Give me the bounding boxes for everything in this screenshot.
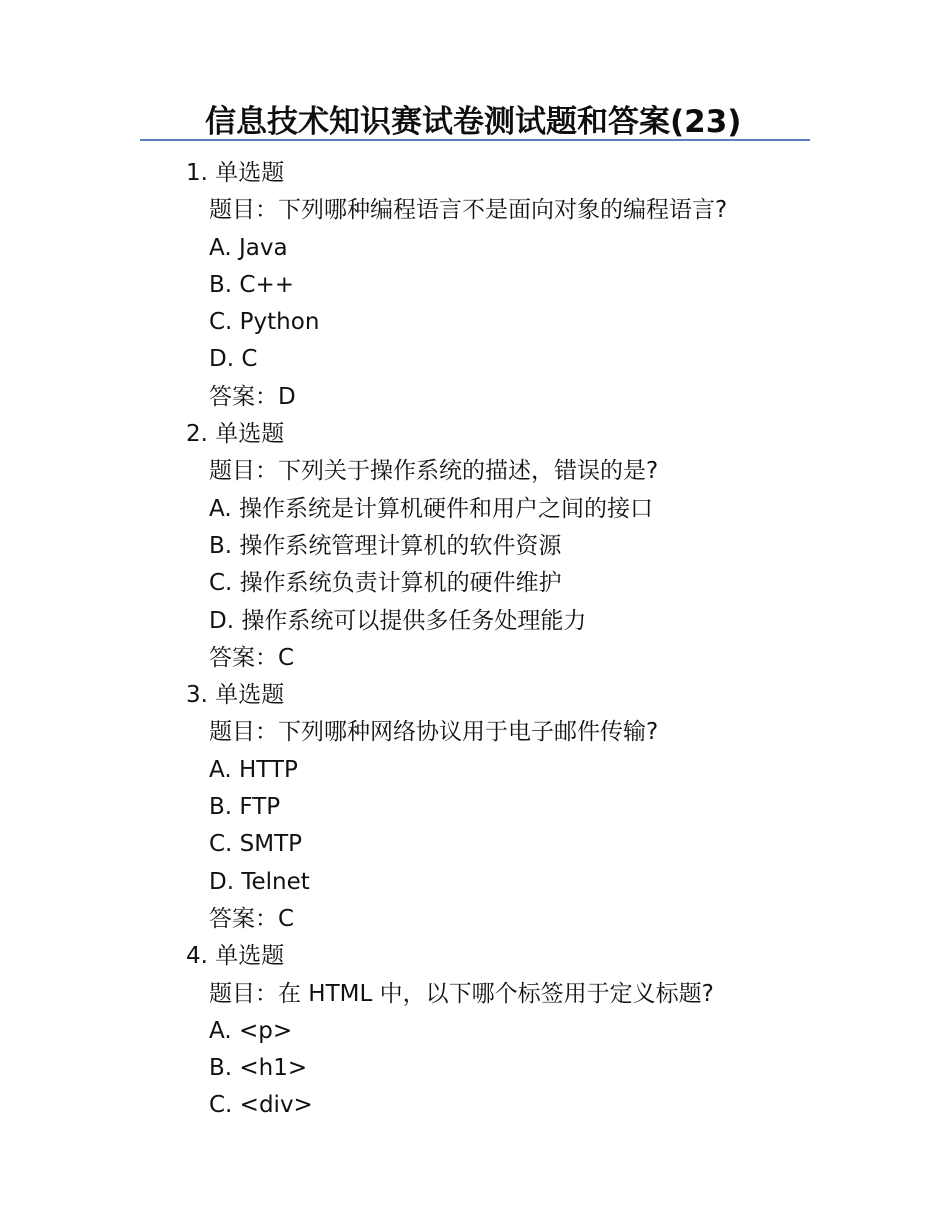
- question-block: [186, 155, 826, 416]
- question-heading: 4. 单选题: [186, 943, 285, 970]
- option-a: A. 操作系统是计算机硬件和用户之间的接口: [209, 495, 653, 522]
- title-underline: [140, 139, 810, 141]
- option-c: C. 操作系统负责计算机的硬件维护: [209, 570, 562, 597]
- question-block: [186, 677, 826, 938]
- question-block: [186, 416, 826, 677]
- option-a: A. HTTP: [209, 756, 298, 783]
- question-prompt: 题目：在 HTML 中，以下哪个标签用于定义标题?: [209, 980, 714, 1007]
- option-b: B. C++: [209, 271, 295, 298]
- option-c: C. <div>: [209, 1092, 313, 1119]
- option-b: B. 操作系统管理计算机的软件资源: [209, 532, 562, 559]
- option-a: A. <p>: [209, 1017, 293, 1044]
- answer: 答案：D: [209, 383, 296, 410]
- answer: 答案：C: [209, 905, 295, 932]
- question-list: [186, 155, 826, 1125]
- option-d: D. C: [209, 346, 258, 373]
- document-title: 信息技术知识赛试卷测试题和答案(23): [205, 104, 742, 140]
- answer: 答案：C: [209, 644, 295, 671]
- option-c: C. SMTP: [209, 831, 303, 858]
- option-a: A. Java: [209, 234, 288, 261]
- option-d: D. 操作系统可以提供多任务处理能力: [209, 607, 587, 634]
- option-d: D. Telnet: [209, 868, 310, 895]
- question-prompt: 题目：下列关于操作系统的描述，错误的是?: [209, 458, 659, 485]
- question-heading: 2. 单选题: [186, 421, 285, 448]
- option-b: B. <h1>: [209, 1055, 308, 1082]
- question-block: [186, 938, 826, 1124]
- option-c: C. Python: [209, 309, 320, 336]
- question-prompt: 题目：下列哪种编程语言不是面向对象的编程语言?: [209, 197, 728, 224]
- question-heading: 1. 单选题: [186, 160, 285, 186]
- question-heading: 3. 单选题: [186, 682, 285, 709]
- option-b: B. FTP: [209, 794, 281, 821]
- question-prompt: 题目：下列哪种网络协议用于电子邮件传输?: [209, 719, 659, 746]
